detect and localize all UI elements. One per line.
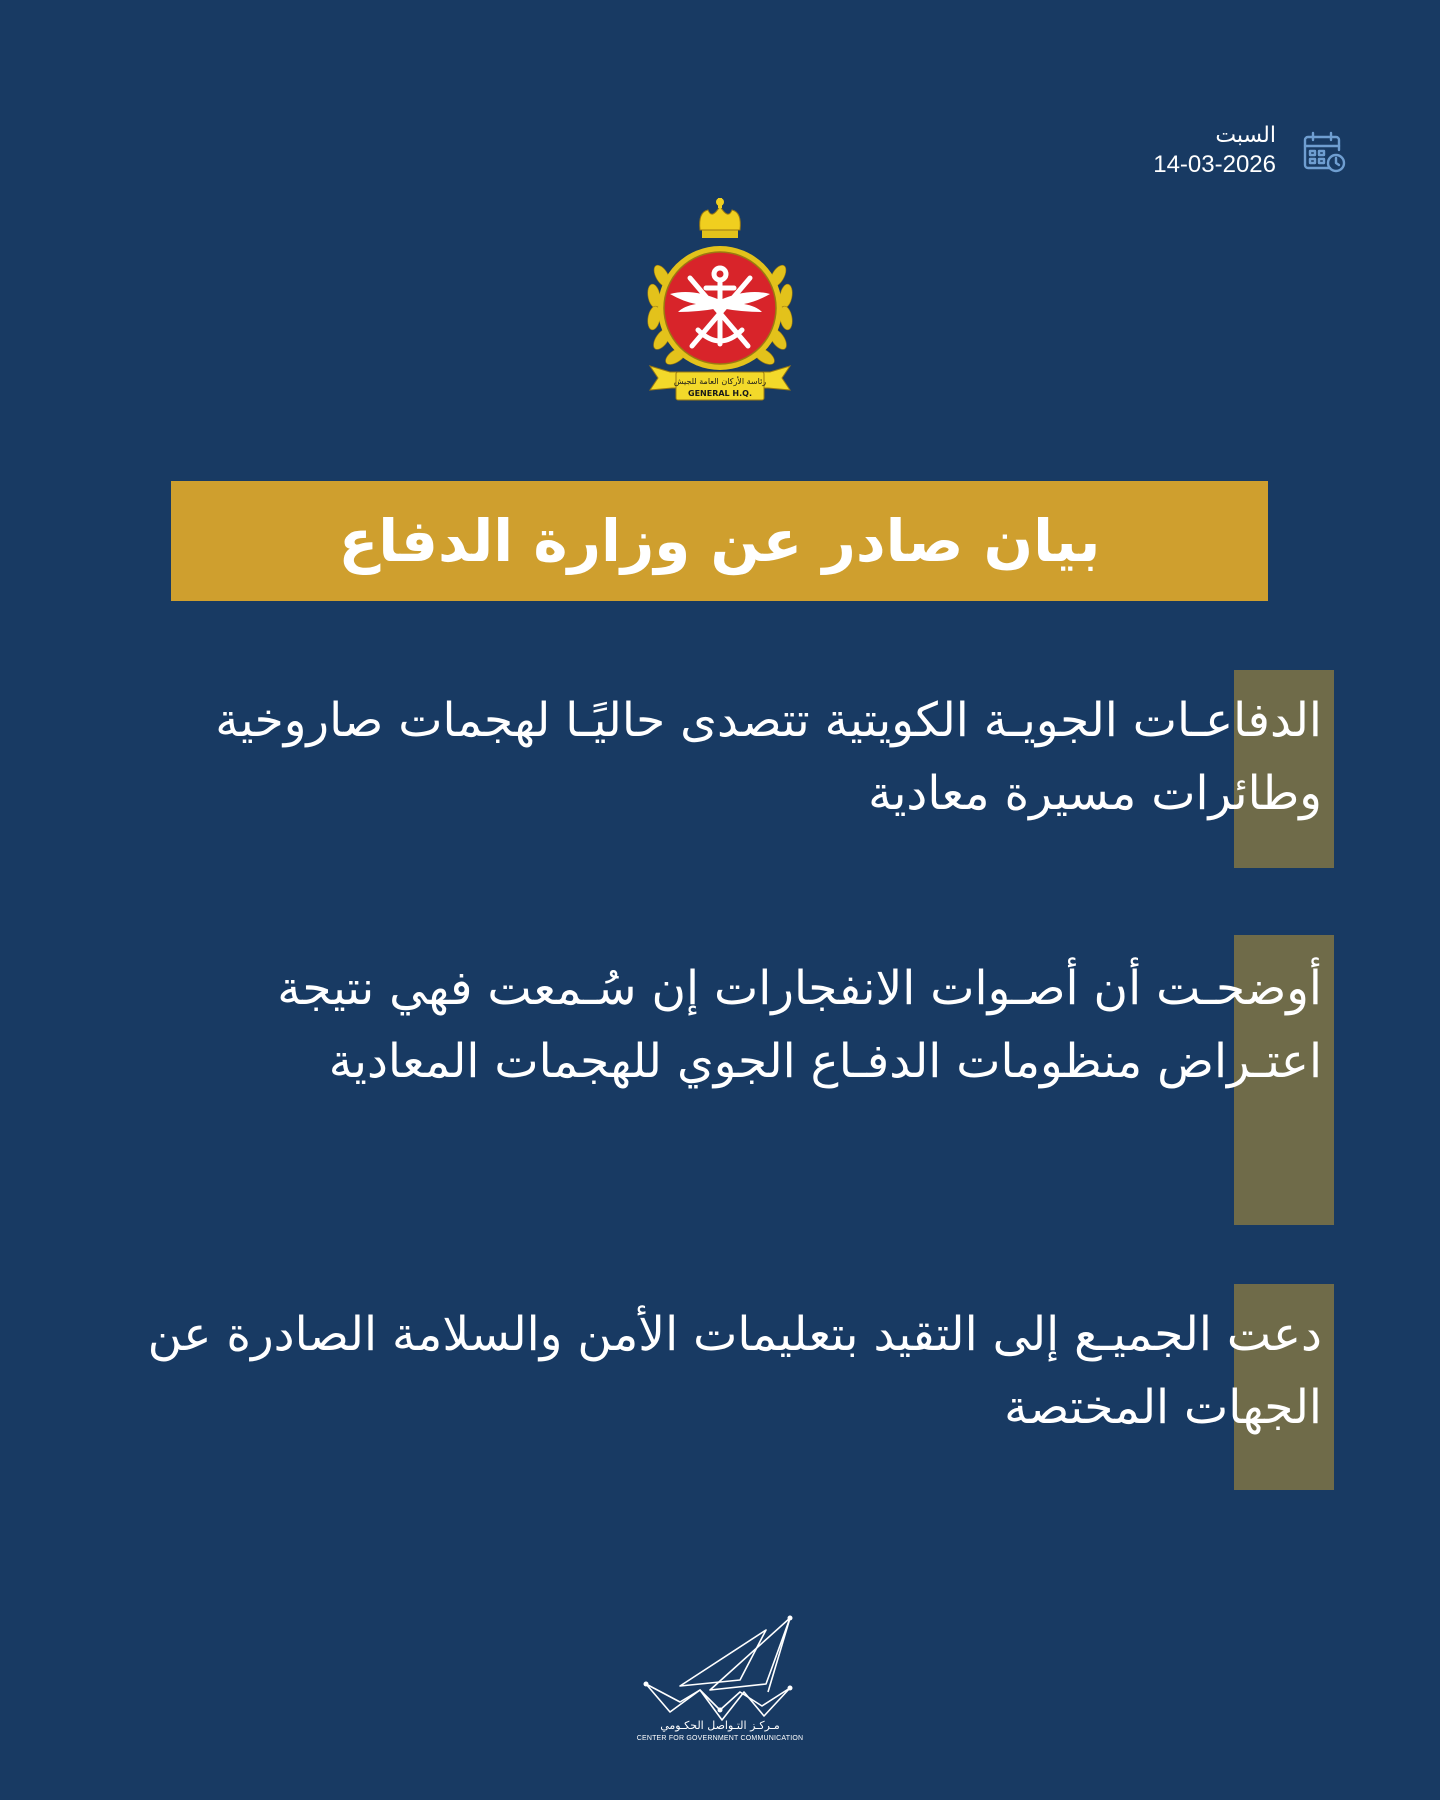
statement-block-1 [100, 670, 1334, 868]
army-emblem [620, 196, 820, 410]
emblem-ribbon-english: GENERAL H.Q. [688, 389, 752, 398]
page-title: بيان صادر عن وزارة الدفاع [338, 507, 1101, 575]
date-value: 14-03-2026 [1153, 151, 1276, 178]
statement-block-2 [100, 935, 1334, 1225]
emblem-ribbon-arabic: رئاسة الأركان العامة للجيش [673, 377, 767, 386]
footer-name-english: CENTER FOR GOVERNMENT COMMUNICATION [636, 1735, 804, 1742]
calendar-clock-icon [1300, 128, 1348, 176]
statement-text-3: دعت الجميـع إلى التقيد بتعليمات الأمن والسلامة الصادرة عن الجهات المختصة [147, 1307, 1322, 1435]
statement-text-1: الدفاعـات الجويـة الكويتية تتصدى حاليًـا لهجمات صاروخية وطائرات مسيرة معادية [215, 693, 1322, 821]
crown-icon [700, 198, 741, 238]
date-block [1153, 122, 1276, 180]
government-communication-logo-icon [640, 1612, 800, 1722]
date-day: السبت [1215, 123, 1276, 148]
statement-block-3 [100, 1284, 1334, 1490]
statement-text-2: أوضحـت أن أصـوات الانفجارات إن سُـمعت فهي نتيجة اعتـراض منظومات الدفـاع الجوي للهجمات المعادية [277, 961, 1322, 1089]
footer-name-arabic: مـركـز التـواصل الحكـومي [660, 1719, 780, 1732]
title-banner [171, 481, 1268, 601]
